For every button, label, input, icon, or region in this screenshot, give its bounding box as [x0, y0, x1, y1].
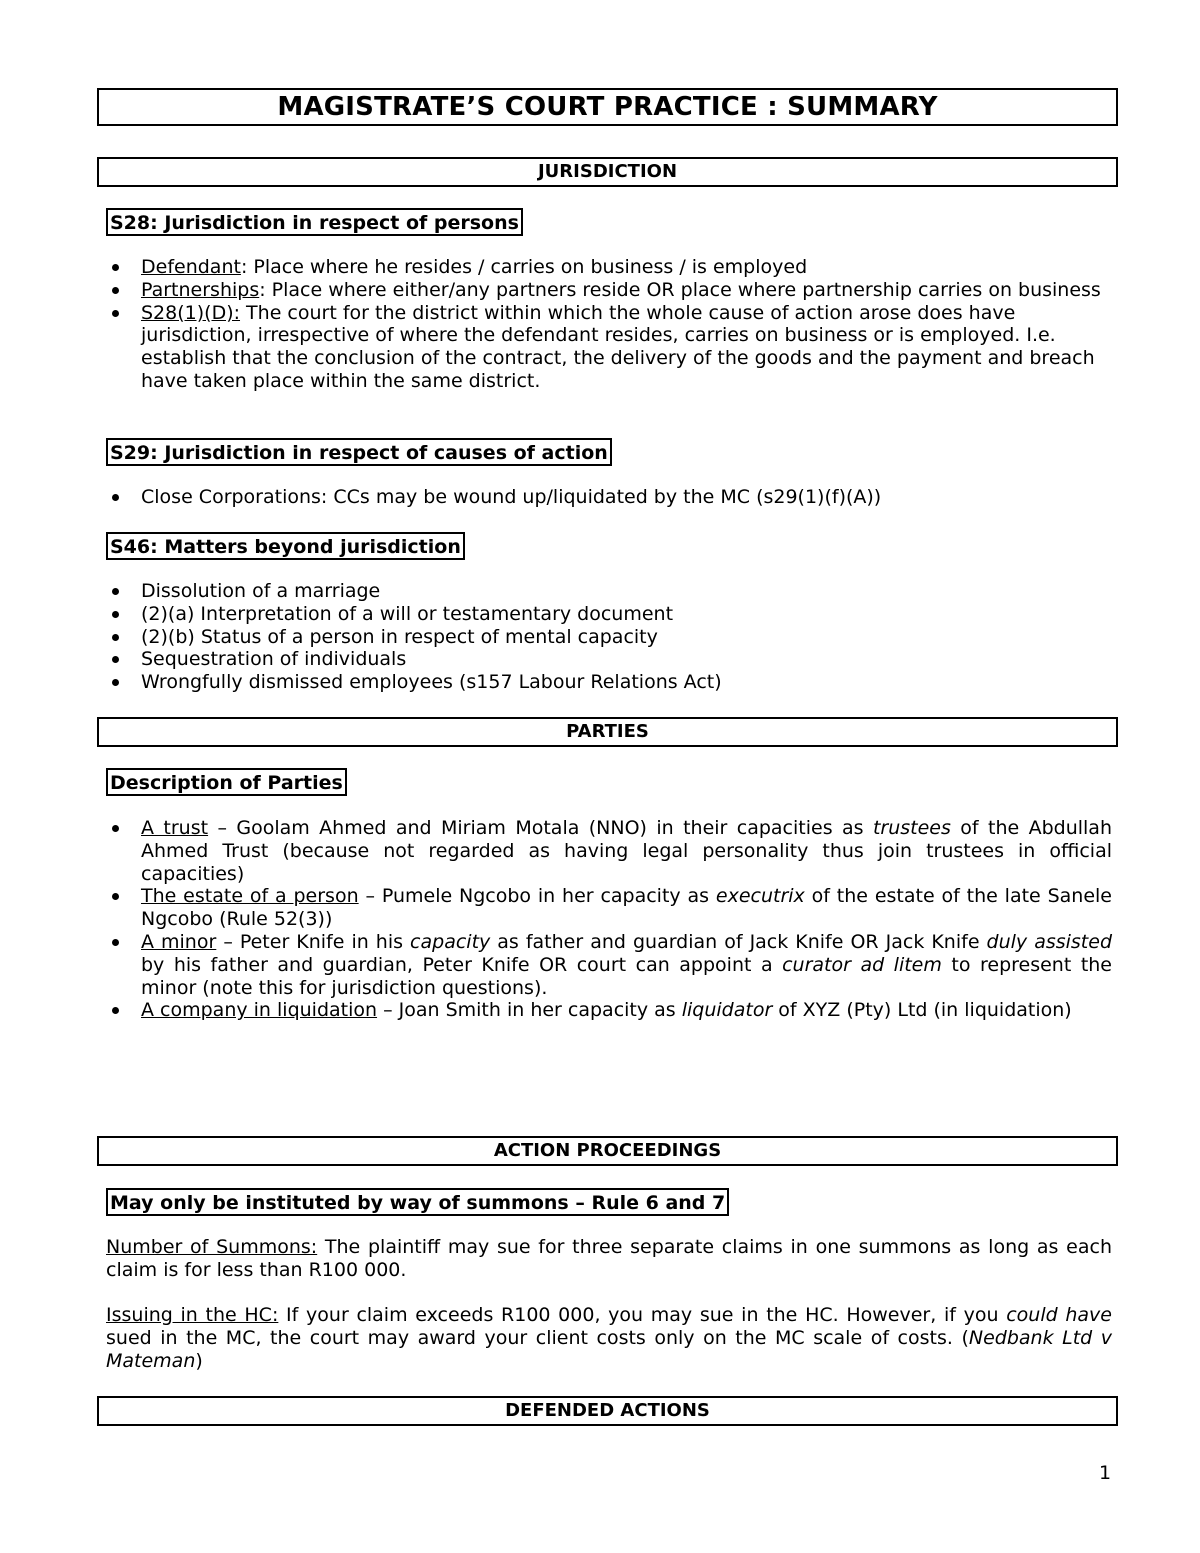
paragraph-issuing-in-hc: Issuing in the HC: If your claim exceeds R100 000, you may sue in the HC. However, if you could have sued in the MC, the court may award your client costs only on the MC scale of costs. (Nedbank Ltd v Mateman): [106, 1304, 1112, 1372]
section-heading-action-proceedings: ACTION PROCEEDINGS: [97, 1136, 1118, 1166]
subheading-summons: May only be instituted by way of summons – Rule 6 and 7: [106, 1188, 729, 1216]
list-item: A minor – Peter Knife in his capacity as father and guardian of Jack Knife OR Jack Knife duly assisted by his father and guardian, Peter Knife OR court can appoint a curator ad litem to represent the minor (note this for jurisdiction questions).: [108, 931, 1112, 999]
s28-list: [108, 256, 1112, 393]
section-heading-defended-actions: DEFENDED ACTIONS: [97, 1396, 1118, 1426]
item-label: Defendant: [141, 256, 241, 278]
list-item: Close Corporations: CCs may be wound up/liquidated by the MC (s29(1)(f)(A)): [108, 486, 1112, 509]
s46-list: [108, 580, 1112, 694]
subheading-s29: S29: Jurisdiction in respect of causes of action: [106, 438, 612, 466]
page-number: 1: [1099, 1462, 1112, 1484]
item-label: A minor: [141, 930, 217, 953]
section-heading-jurisdiction: JURISDICTION: [97, 157, 1118, 187]
list-item: The estate of a person – Pumele Ngcobo in her capacity as executrix of the estate of the late Sanele Ngcobo (Rule 52(3)): [108, 885, 1112, 931]
subheading-s28: S28: Jurisdiction in respect of persons: [106, 208, 523, 236]
item-label: S28(1)(D):: [141, 301, 241, 324]
list-item: Defendant: Place where he resides / carries on business / is employed: [108, 256, 1112, 279]
paragraph-label: Number of Summons:: [106, 1236, 318, 1258]
subheading-description-of-parties: Description of Parties: [106, 768, 347, 796]
item-label: A trust: [141, 817, 209, 839]
paragraph-number-of-summons: Number of Summons: The plaintiff may sue for three separate claims in one summons as long as each claim is for less than R100 000.: [106, 1236, 1112, 1281]
list-item: Dissolution of a marriage: [108, 580, 1112, 603]
list-item: S28(1)(D): The court for the district within which the whole cause of action arose does have jurisdiction, irrespective of where the defendant resides, carries on business or is employed. I.e. establish that the conclusion of the contract, the delivery of the goods and the payment and breach have taken place within the same district.: [108, 302, 1112, 393]
list-item: Wrongfully dismissed employees (s157 Labour Relations Act): [108, 671, 1112, 694]
list-item: Partnerships: Place where either/any partners reside OR place where partnership carries on business: [108, 279, 1112, 302]
item-label: The estate of a person: [141, 885, 359, 908]
list-item: A trust – Goolam Ahmed and Miriam Motala (NNO) in their capacities as trustees of the Abdullah Ahmed Trust (because not regarded as having legal personality thus join trustees in official capacities): [108, 817, 1112, 885]
list-item: (2)(a) Interpretation of a will or testamentary document: [108, 603, 1112, 626]
document-title: MAGISTRATE’S COURT PRACTICE : SUMMARY: [97, 88, 1118, 126]
paragraph-label: Issuing in the HC:: [106, 1304, 279, 1326]
item-label: A company in liquidation: [141, 999, 378, 1022]
parties-list: [108, 817, 1112, 1022]
list-item: (2)(b) Status of a person in respect of mental capacity: [108, 626, 1112, 649]
s29-list: [108, 486, 1112, 509]
subheading-s46: S46: Matters beyond jurisdiction: [106, 532, 465, 560]
list-item: Sequestration of individuals: [108, 648, 1112, 671]
list-item: A company in liquidation – Joan Smith in her capacity as liquidator of XYZ (Pty) Ltd (in liquidation): [108, 999, 1112, 1022]
item-label: Partnerships: [141, 278, 260, 301]
section-heading-parties: PARTIES: [97, 717, 1118, 747]
